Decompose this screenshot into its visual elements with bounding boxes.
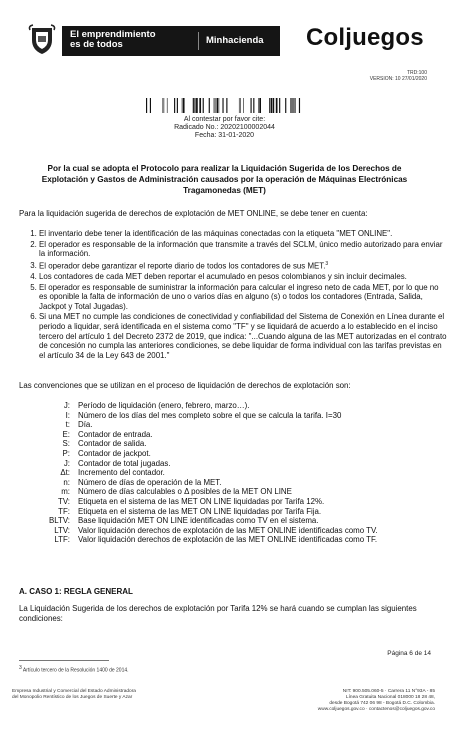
banner-divider <box>198 32 199 50</box>
convention-definition: Valor liquidación derechos de explotación de las MET ONLINE identificadas como TF. <box>78 535 378 545</box>
list-item: 5. El operador es responsable de suministrar la información para calcular el ingreso neto de cada MET, por lo que no es oponible la falta de información de uno o varios días en alguno (s) o todos los contadores (Entrada, Salida, Jackpot y Total Jugadas). <box>39 283 447 312</box>
section-paragraph: La Liquidación Sugerida de los derechos de explotación por Tarifa 12% se hará cuando se cumplan las siguientes condiciones: <box>19 604 417 623</box>
section-heading: A. CASO 1: REGLA GENERAL <box>19 587 133 596</box>
convention-symbol: E: <box>62 429 70 439</box>
convention-row <box>32 449 412 459</box>
convention-definition: Contador de entrada. <box>78 429 153 439</box>
footnote <box>19 665 129 674</box>
convention-definition: Contador de total jugadas. <box>78 458 171 468</box>
convention-definition: Valor liquidación derechos de explotación de las MET ONLINE identificadas como TV. <box>78 525 378 535</box>
coat-of-arms-icon <box>28 24 56 56</box>
footer-line: Empresa Industrial y Comercial del Estado Administradora <box>12 689 136 694</box>
footnote-mark: 3 <box>19 665 22 671</box>
footer-entity <box>12 689 212 701</box>
page-number: Página 6 de 14 <box>387 650 431 657</box>
convention-symbol: TF: <box>58 506 70 516</box>
convention-row <box>32 526 412 536</box>
convention-symbol: t: <box>65 420 70 430</box>
requirements-list <box>19 229 447 361</box>
convention-symbol: n: <box>63 477 70 487</box>
convention-symbol: S: <box>62 439 70 449</box>
footer-line: www.coljuegos.gov.co · contactenos@coljuegos.gov.co <box>317 707 435 712</box>
radicado-date: Fecha: 31-01-2020 <box>194 132 255 139</box>
gov-slogan-line1: El emprendimiento <box>70 29 156 40</box>
list-item: 2. El operador es responsable de la información que transmite a través del SCLM, único medio autorizado para enviar la información. <box>39 240 447 259</box>
convention-definition: Contador de salida. <box>78 439 147 449</box>
convention-symbol: LTV: <box>54 525 70 535</box>
gov-slogan-line2: es de todos <box>70 39 123 50</box>
footnote-divider <box>19 660 109 661</box>
convention-row <box>32 430 412 440</box>
trd-code: TRD:100 <box>406 70 427 76</box>
convention-definition: Etiqueta en el sistema de las MET ON LINE liquidadas por Tarifa 12%. <box>78 496 325 506</box>
convention-row <box>32 411 412 421</box>
convention-symbol: TV: <box>58 496 70 506</box>
government-banner <box>62 26 280 56</box>
convention-row <box>32 401 412 411</box>
footnote-ref: 3 <box>325 260 329 267</box>
convention-definition: Número de días de operación de la MET. <box>78 477 222 487</box>
barcode-icon <box>146 98 302 113</box>
convention-definition: Etiqueta en el sistema de las MET ON LINE liquidadas por Tarifa Fija. <box>78 506 322 516</box>
convention-row <box>32 497 412 507</box>
convention-definition: Base liquidación MET ON LINE identificadas como TV en el sistema. <box>78 516 319 526</box>
radicado-number: Radicado No.: 20202100002044 <box>174 124 275 131</box>
convention-row <box>32 516 412 526</box>
convention-definition: Día. <box>78 420 93 430</box>
list-item-text: El operador debe garantizar el reporte diario de todos los contadores de sus MET. <box>39 261 326 271</box>
list-item: 6. Si una MET no cumple las condiciones de conectividad y confiabilidad del Sistema de Conexión en Línea durante el periodo a liquidar, será identificada en el sistema como "TF" y se liquidará de acuerdo a lo establecido en el inciso tercero del artículo 1 del Decreto 2372 de 2019, que indica: "...Cuando alguna de las MET autorizadas en el contrato de concesión no cumpla las anteriores condiciones, se debe liquidar de forma individual con las tarifas previstas en el artículo 34 de la Ley 643 de 2001." <box>39 312 447 360</box>
convention-row <box>32 507 412 517</box>
convention-symbol: Δt: <box>60 468 70 478</box>
convention-symbol: I: <box>65 410 70 420</box>
footnote-text: Artículo tercero de la Resolución 1400 de 2014. <box>22 667 129 674</box>
conventions-intro: Las convenciones que se utilizan en el proceso de liquidación de derechos de explotación son: <box>19 381 351 390</box>
convention-row <box>32 535 412 545</box>
convention-definition: Número de días calculables o Δ posibles de la MET ON LINE <box>78 487 292 497</box>
convention-symbol: J: <box>63 458 70 468</box>
convention-definition: Período de liquidación (enero, febrero, marzo…). <box>78 401 250 410</box>
convention-row <box>32 459 412 469</box>
letterhead <box>28 22 428 62</box>
footer-line: Línea Gratuita Nacional 018000 18 28 48, <box>345 695 435 700</box>
coljuegos-logo: Coljuegos <box>306 24 424 51</box>
ministry-label: Minhacienda <box>206 35 264 46</box>
resolution-title: Por la cual se adopta el Protocolo para realizar la Liquidación Sugerida de los Derechos de Explotación y Gastos de Administración causados por la operación de Máquinas Electrónicas Tragamonedas (MET) <box>41 164 408 195</box>
convention-row <box>32 487 412 497</box>
footer-line: desde Bogotá 742 06 98 - Bogotá D.C. Colombia. <box>329 701 435 706</box>
conventions-list <box>32 401 412 545</box>
convention-row <box>32 439 412 449</box>
footer-line: del Monopolio Rentístico de los Juegos de Suerte y Azar <box>12 695 133 700</box>
convention-row <box>32 420 412 430</box>
list-item <box>39 260 447 271</box>
convention-symbol: m: <box>61 487 70 497</box>
convention-definition: Número de los días del mes completo sobre el que se calcula la tarifa. I=30 <box>78 410 342 420</box>
convention-row <box>32 468 412 478</box>
convention-symbol: J: <box>63 401 70 410</box>
trd-version <box>370 70 427 82</box>
convention-row <box>32 478 412 488</box>
convention-symbol: BLTV: <box>48 516 70 526</box>
convention-definition: Incremento del contador. <box>78 468 165 478</box>
list-item: 4. Los contadores de cada MET deben reportar el acumulado en pesos colombianos y sin incluir decimales. <box>39 272 447 282</box>
intro-paragraph: Para la liquidación sugerida de derechos de explotación de MET ONLINE, se debe tener en cuenta: <box>19 209 368 218</box>
cite-label: Al contestar por favor cite: <box>183 116 266 123</box>
footer-line: NIT: 900.505.060-5 · Carrera 11 N°93A - 85 <box>342 689 435 694</box>
list-item: 1. El inventario debe tener la identificación de las máquinas conectadas con la etiqueta "MET ONLINE". <box>39 229 447 239</box>
convention-symbol: P: <box>62 448 70 458</box>
version-line: VERSION: 10 27/01/2020 <box>369 76 427 82</box>
footer-contact <box>235 689 435 713</box>
convention-symbol: LTF: <box>54 535 70 545</box>
convention-definition: Contador de jackpot. <box>78 448 151 458</box>
